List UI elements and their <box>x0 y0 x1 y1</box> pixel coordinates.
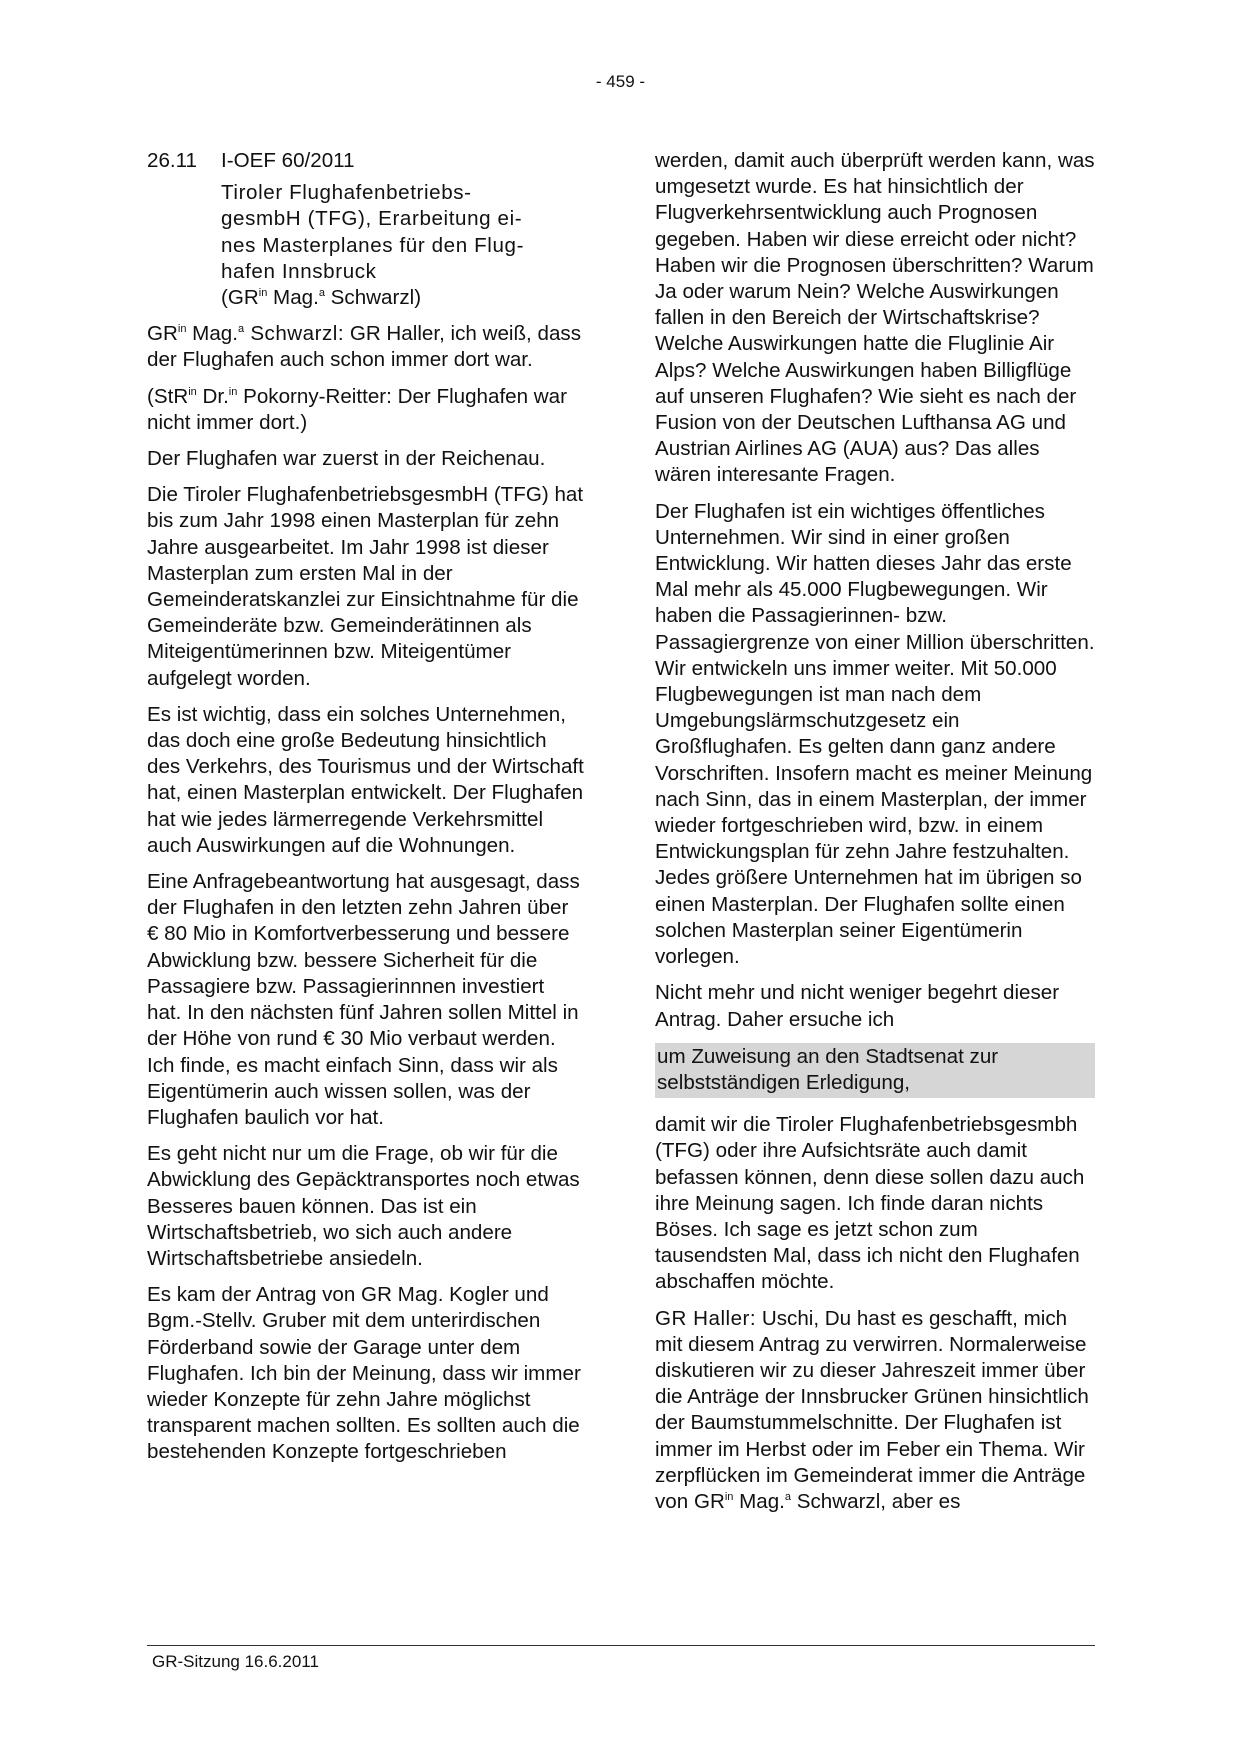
agenda-item-title <box>221 180 584 311</box>
footer-session-date: GR-Sitzung 16.6.2011 <box>152 1652 319 1671</box>
speech-paragraph: damit wir die Tiroler Flughafenbetriebsgesmbh (TFG) oder ihre Aufsichtsräte auch damit befassen können, denn diese sollen dazu auch ihre Meinung sagen. Ich finde daran nichts Böses. Ich sage es jetzt schon zum tausendsten Mal, dass ich nicht den Flughafen abschaffen möchte. <box>655 1113 1085 1294</box>
page-number: - 459 - <box>595 72 646 91</box>
right-column <box>655 148 1095 1525</box>
speech-paragraph: $GR^{in}$ Mag.$^a$ Schwarzl: GR Haller, ich weiß, dass der Flughafen auch schon immer dort war. <box>147 322 581 372</box>
speaker-name: GR Haller: <box>655 1306 757 1330</box>
speech-paragraph: Es geht nicht nur um die Frage, ob wir für die Abwicklung des Gepäcktransportes noch etwas Besseres bauen können. Das ist ein Wirtschaftsbetrieb, wo sich auch andere Wirtschaftsbetriebe ansiedeln. <box>147 1142 580 1270</box>
agenda-item-proposer: ($GR^{in}$ Mag.$^a$ Schwarzl) <box>221 286 422 310</box>
speech-paragraph: Es kam der Antrag von GR Mag. Kogler und Bgm.-Stellv. Gruber mit dem unterirdischen Förderband sowie der Garage unter dem Flughafen. Ich bin der Meinung, dass wir immer wieder Konzepte für zehn Jahre möglichst transparent machen sollten. Es sollten auch die bestehenden Konzepte fortgeschrieben <box>147 1283 581 1464</box>
speech-paragraph: GR Haller: Uschi, Du hast es geschafft, mich mit diesem Antrag zu verwirren. Normalerweise diskutieren wir zu dieser Jahreszeit immer über die Anträge der Innsbrucker Grünen hinsichtlich der Baumstummelschnitte. Der Flughafen ist immer im Herbst oder im Feber ein Thema. Wir zerpflücken im Gemeinderat immer die Anträge von $GR^{in}$ Mag.$^a$ Schwarzl, aber es <box>655 1306 1089 1513</box>
agenda-item-title-line: nes Masterplanes für den Flug- <box>221 233 525 257</box>
agenda-item-title-line: hafen Innsbruck <box>221 259 377 283</box>
left-column <box>147 148 584 1476</box>
agenda-item-number: 26.11 <box>147 149 198 172</box>
motion-highlight: um Zuweisung an den Stadtsenat zur selbstständigen Erledigung, <box>655 1043 1095 1098</box>
speech-paragraph: Die Tiroler FlughafenbetriebsgesmbH (TFG) hat bis zum Jahr 1998 einen Masterplan für zehn Jahre ausgearbeitet. Im Jahr 1998 ist dieser Masterplan zum ersten Mal in der Gemeinderatskanzlei zur Einsichtnahme für die Gemeinderäte bzw. Gemeinderätinnen als Miteigentümerinnen bzw. Miteigentümer aufgelegt worden. <box>147 483 584 690</box>
agenda-item-title-line: Tiroler Flughafenbetriebs- <box>221 181 472 205</box>
speech-paragraph: Es ist wichtig, dass ein solches Unternehmen, das doch eine große Bedeutung hinsichtlich des Verkehrs, des Tourismus und der Wirtschaft hat, einen Masterplan entwickelt. Der Flughafen hat wie jedes lärmerregende Verkehrsmittel auch Auswirkungen auf die Wohnungen. <box>147 702 584 857</box>
speaker-name: $GR^{in}$ Mag.$^a$ Schwarzl: <box>147 322 345 346</box>
speech-paragraph: Nicht mehr und nicht weniger begehrt dieser Antrag. Daher ersuche ich <box>655 981 1060 1031</box>
footer-divider <box>147 1645 1095 1646</box>
speech-paragraph: Der Flughafen ist ein wichtiges öffentliches Unternehmen. Wir sind in einer großen Entwicklung. Wir hatten dieses Jahr das erste Mal mehr als 45.000 Flugbewegungen. Wir haben die Passagierinnen- bzw. Passagiergrenze von einer Million überschritten. Wir entwickeln uns immer weiter. Mit 50.000 Flugbewegungen ist man nach dem Umgebungslärmschutzgesetz ein Großflughafen. Es gelten dann ganz andere Vorschriften. Insofern macht es meiner Meinung nach Sinn, das in einem Masterplan, der immer wieder fortgeschrieben wird, bzw. in einem Entwickungsplan für zehn Jahre festzuhalten. Jedes größere Unternehmen hat im übrigen so einen Masterplan. Der Flughafen sollte einen solchen Masterplan seiner Eigentümerin vorlegen. <box>655 499 1095 969</box>
agenda-item-code: I-OEF 60/2011 <box>221 149 355 172</box>
speech-paragraph: Eine Anfragebeantwortung hat ausgesagt, dass der Flughafen in den letzten zehn Jahren über € 80 Mio in Komfortverbesserung und bessere Abwicklung bzw. bessere Sicherheit für die Passagiere bzw. Passagierinnnen investiert hat. In den nächsten fünf Jahren sollen Mittel in der Höhe von rund € 30 Mio verbaut werden. Ich finde, es macht einfach Sinn, dass wir als Eigentümerin auch wissen sollen, was der Flughafen baulich vor hat. <box>147 870 580 1129</box>
agenda-item-title-line: gesmbH (TFG), Erarbeitung ei- <box>221 207 523 231</box>
interjection: (StR$^{in}$ Dr.$^{in}$ Pokorny-Reitter: Der Flughafen war nicht immer dort.) <box>147 384 567 434</box>
speech-paragraph: Der Flughafen war zuerst in der Reichenau. <box>147 447 546 471</box>
speech-paragraph: werden, damit auch überprüft werden kann, was umgesetzt wurde. Es hat hinsichtlich der Flugverkehrsentwicklung auch Prognosen gegeben. Haben wir diese erreicht oder nicht? Haben wir die Prognosen überschritten? Warum Ja oder warum Nein? Welche Auswirkungen fallen in den Bereich der Wirtschaftskrise? Welche Auswirkungen hatte die Fluglinie Air Alps? Welche Auswirkungen haben Billigflüge auf unseren Flughafen? Wie sieht es nach der Fusion von der Deutschen Lufthansa AG und Austrian Airlines AG (AUA) aus? Das alles wären interesante Fragen. <box>655 149 1095 487</box>
agenda-item-header <box>147 148 584 174</box>
